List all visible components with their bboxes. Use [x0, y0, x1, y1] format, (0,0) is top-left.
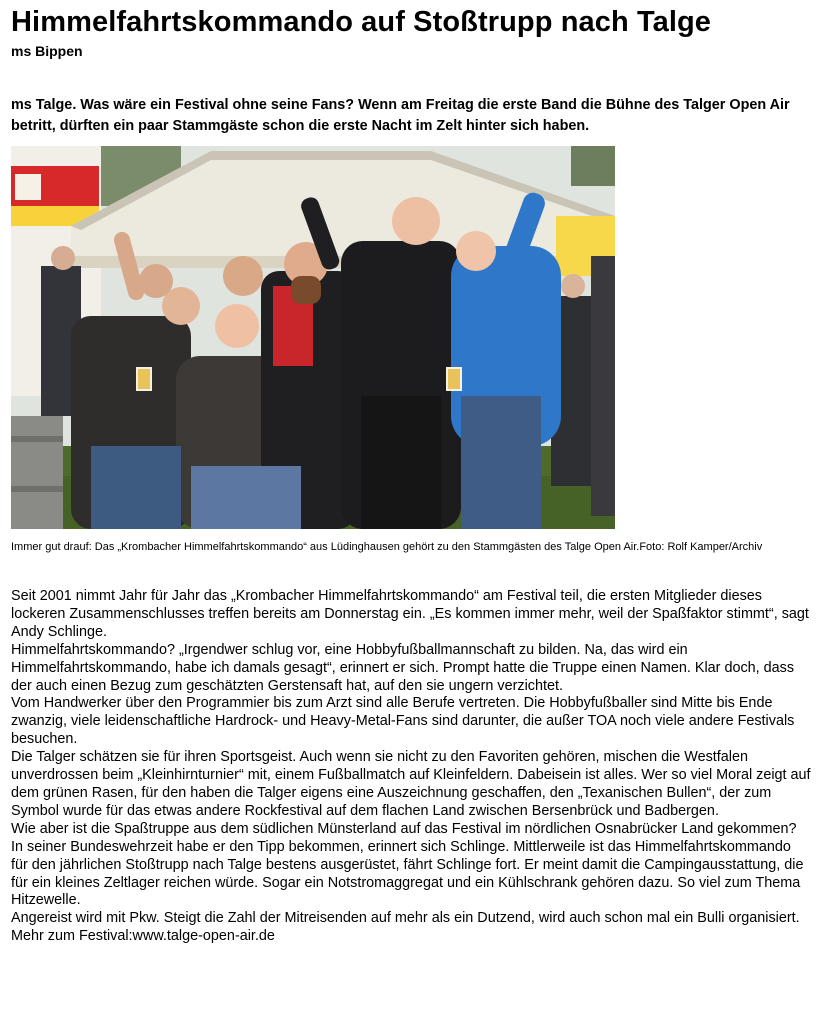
body-paragraph: Wie aber ist die Spaßtruppe aus dem südlichen Münsterland auf das Festival im nördlichen Osnabrücker Land gekommen? In seiner Bundeswehrzeit habe er den Tipp bekommen, erinnert sich Schlinge. Mittlerweile ist das Himmelfahrtskommando für den jährlichen Stoßtrupp nach Talge bestens ausgerüstet, fährt Schlinge fort. Er meint damit die Campingausstattung, die für ein kleines Zeltlager reichen würde. Sogar ein Notstromaggregat und ein Kühlschrank gehören dazu. So viel zum Thema Hitzewelle.	[11, 820, 804, 909]
body-paragraph-link[interactable]: Mehr zum Festival:www.talge-open-air.de	[11, 928, 275, 945]
photo-caption: Immer gut drauf: Das „Krombacher Himmelfahrtskommando“ aus Lüdinghausen gehört zu den Stammgästen des Talge Open Air.Foto: Rolf Kamper/Archiv	[11, 541, 763, 553]
body-paragraph: Angereist wird mit Pkw. Steigt die Zahl der Mitreisenden auf mehr als ein Dutzend, wird auch schon mal ein Bulli organisiert.	[11, 910, 800, 927]
body-paragraph: Vom Handwerker über den Programmier bis zum Arzt sind alle Berufe vertreten. Die Hobbyfußballer sind Mitte bis Ende zwanzig, viele leidenschaftliche Hardrock- und Heavy-Metal-Fans sind darunter, die außer TOA noch viele andere Festivals besuchen.	[11, 695, 795, 748]
group-photo-icon	[11, 146, 615, 529]
body-paragraph: Seit 2001 nimmt Jahr für Jahr das „Krombacher Himmelfahrtskommando“ am Festival teil, die ersten Mitglieder dieses lockeren Zusammenschlusses treffen bereits am Donnerstag ein. „Es kommen immer mehr, weil der Spaßfaktor stimmt“, sagt Andy Schlinge.	[11, 588, 809, 640]
article-photo	[11, 146, 615, 529]
article-lead: ms Talge. Was wäre ein Festival ohne seine Fans? Wenn am Freitag die erste Band die Bühne des Talger Open Air betritt, dürften ein paar Stammgäste schon die erste Nacht im Zelt hinter sich haben.	[11, 97, 790, 134]
body-paragraph: Die Talger schätzen sie für ihren Sportsgeist. Auch wenn sie nicht zu den Favoriten gehören, mischen die Westfalen unverdrossen beim „Kleinhirnturnier“ mit, einem Fußballmatch auf Kleinfeldern. Dabeisein ist alles. Wer so viel Moral zeigt auf dem grünen Rasen, für den haben die Talger eigens eine Auszeichnung geschaffen, den „Texanischen Bullen“, der zum Symbol wurde für das etwas andere Rockfestival auf dem flachen Land zwischen Bersenbrück und Badbergen.	[11, 749, 811, 819]
article-author: ms Bippen	[11, 43, 83, 59]
article-headline: Himmelfahrtskommando auf Stoßtrupp nach Talge	[11, 6, 712, 38]
article-body	[11, 588, 811, 946]
body-paragraph: Himmelfahrtskommando? „Irgendwer schlug vor, eine Hobbyfußballmannschaft zu bilden. Na, das wird ein Himmelfahrtskommando, habe ich damals gesagt“, erinnert er sich. Prompt hatte die Truppe einen Namen. Klar doch, dass der auch einen Bezug zum geschätzten Gerstensaft hat, auf den sie ungern verzichtet.	[11, 641, 795, 694]
